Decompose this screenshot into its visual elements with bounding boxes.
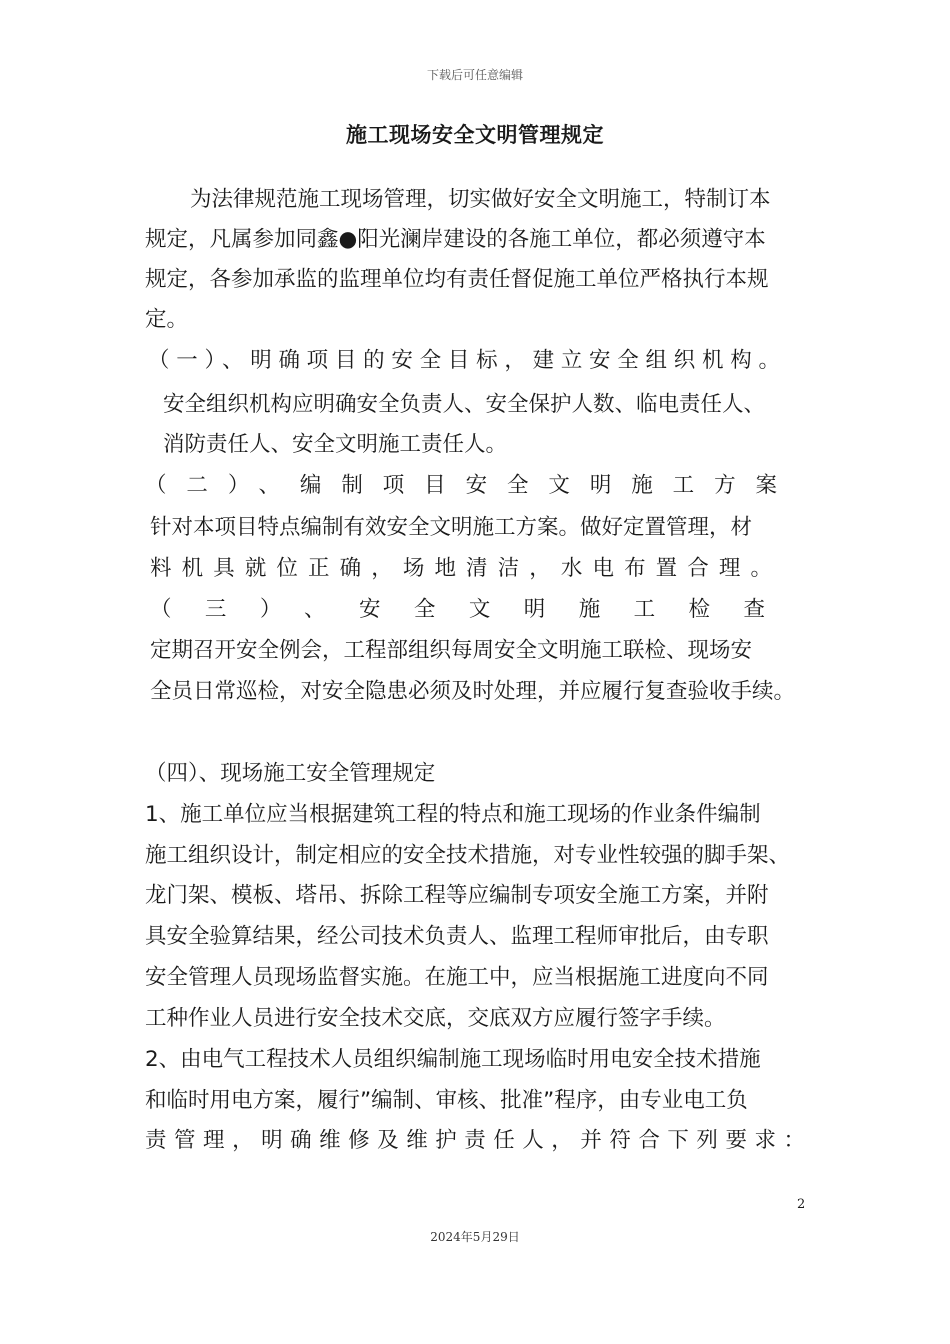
document-title: 施工现场安全文明管理规定 — [346, 123, 604, 147]
item-1-line-2: 施工组织设计，制定相应的安全技术措施，对专业性较强的脚手架、 — [145, 843, 791, 868]
intro-line-1: 为法律规范施工现场管理，切实做好安全文明施工，特制订本 — [190, 187, 771, 212]
item-1-line-6: 工种作业人员进行安全技术交底，交底双方应履行签字手续。 — [145, 1006, 726, 1031]
section-4-heading: （四）、现场施工安全管理规定 — [145, 761, 436, 786]
item-1-line-1: 1、施工单位应当根据建筑工程的特点和施工现场的作业条件编制 — [145, 802, 761, 827]
item-2-line-1: 2、由电气工程技术人员组织编制施工现场临时用电安全技术措施 — [145, 1047, 761, 1072]
section-3-line-1: 定期召开安全例会，工程部组织每周安全文明施工联检、现场安 — [150, 638, 753, 663]
section-3-heading: （三）、安全文明施工检查 — [150, 597, 765, 622]
item-1-line-3: 龙门架、模板、塔吊、拆除工程等应编制专项安全施工方案，并附 — [145, 883, 769, 908]
page-header: 下载后可任意编辑 — [426, 68, 523, 82]
intro-line-2: 规定，凡属参加同鑫●阳光澜岸建设的各施工单位，都必须遵守本 — [145, 227, 766, 252]
item-2-line-3: 责管理，明确维修及维护责任人，并符合下列要求： — [145, 1128, 805, 1153]
footer-date: 2024年5月29日 — [430, 1230, 520, 1244]
intro-line-4: 定。 — [145, 307, 189, 332]
section-1-line-1: 安全组织机构应明确安全负责人、安全保护人数、临电责任人、 — [163, 392, 766, 417]
intro-line-3: 规定，各参加承监的监理单位均有责任督促施工单位严格执行本规 — [145, 267, 769, 292]
section-2-line-2: 料机具就位正确，场地清洁，水电布置合理。 — [150, 556, 772, 581]
item-1-line-4: 具安全验算结果，经公司技术负责人、监理工程师审批后，由专职 — [145, 924, 769, 949]
section-3-line-2: 全员日常巡检，对安全隐患必须及时处理，并应履行复查验收手续。 — [150, 679, 796, 704]
section-1-heading: （一）、明确项目的安全目标，建立安全组织机构。 — [148, 348, 780, 373]
section-2-heading: （二）、编制项目安全文明施工方案 — [145, 473, 777, 498]
item-1-line-5: 安全管理人员现场监督实施。在施工中，应当根据施工进度向不同 — [145, 965, 769, 990]
section-1-line-2: 消防责任人、安全文明施工责任人。 — [163, 432, 508, 457]
section-2-line-1: 针对本项目特点编制有效安全文明施工方案。做好定置管理，材 — [150, 515, 753, 540]
item-2-line-2: 和临时用电方案，履行”编制、审核、批准”程序，由专业电工负 — [145, 1088, 748, 1113]
page-number: 2 — [797, 1197, 806, 1212]
